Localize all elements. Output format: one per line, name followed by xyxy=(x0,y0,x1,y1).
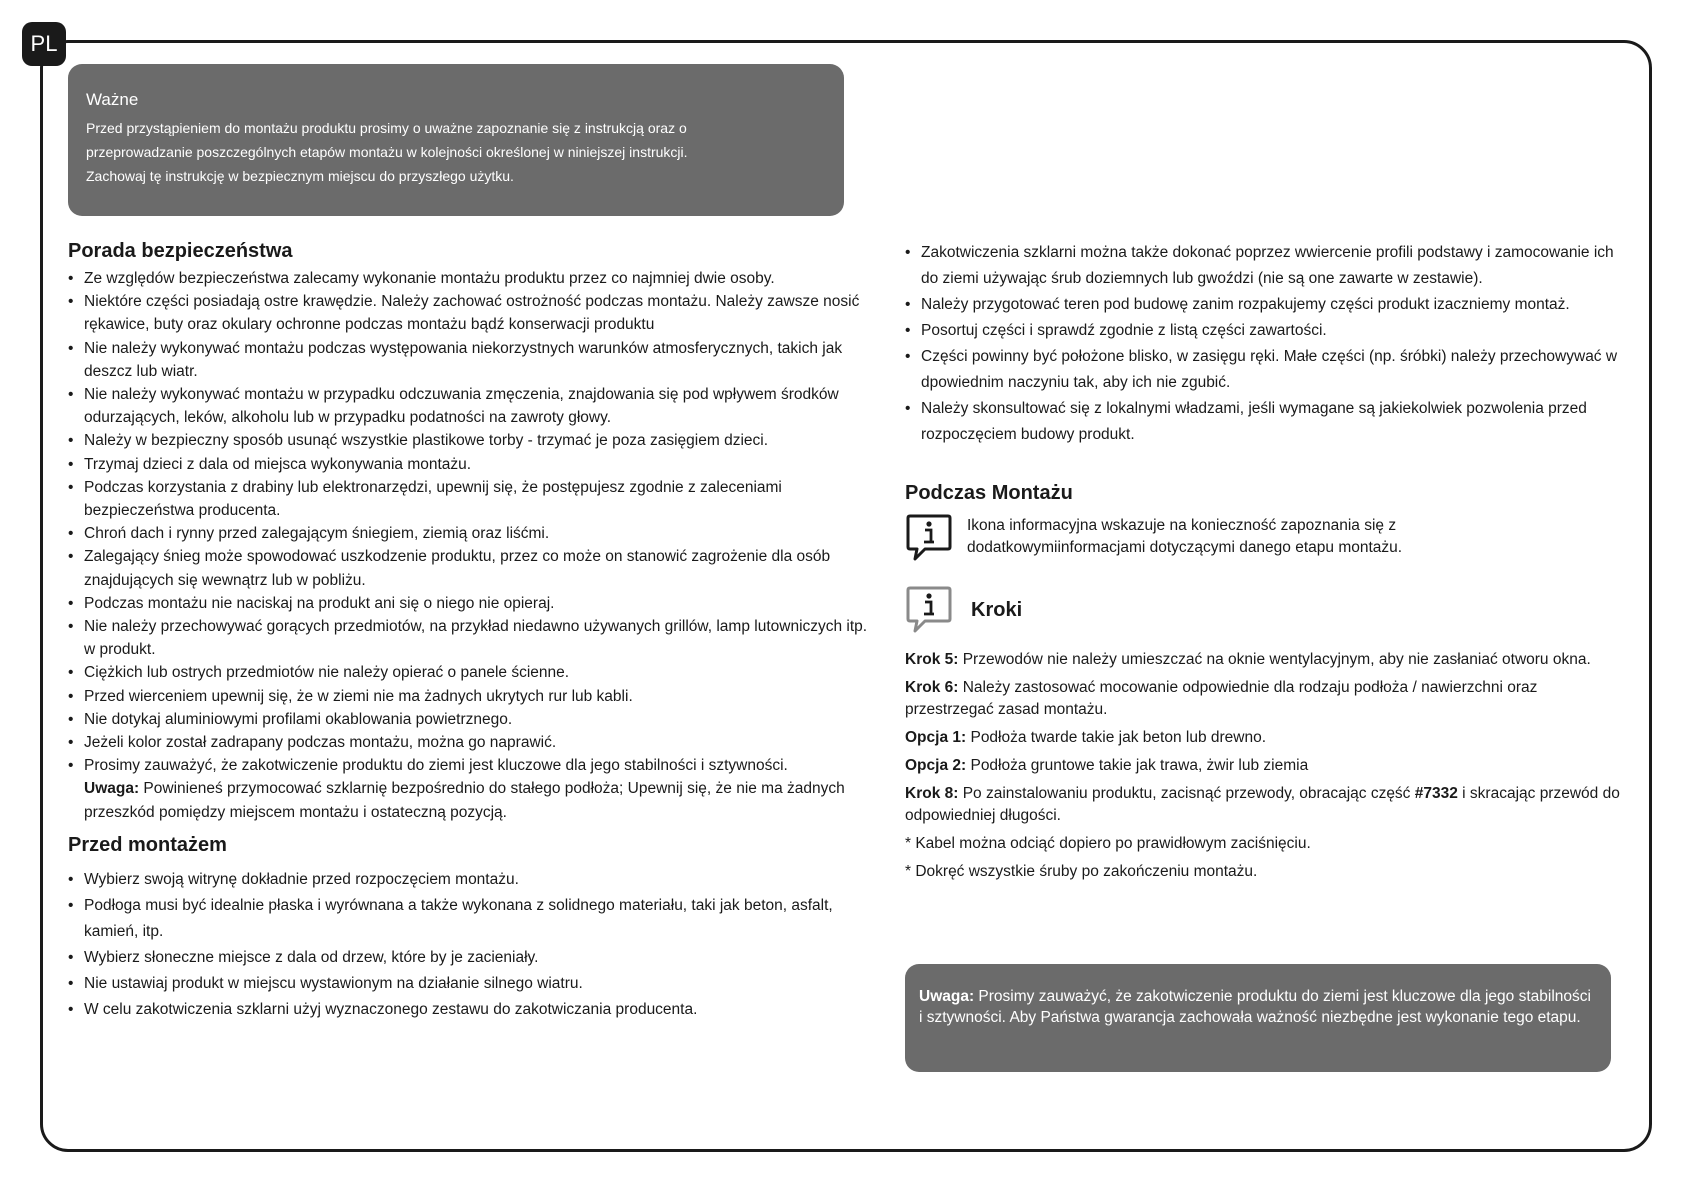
before-list xyxy=(68,867,868,1023)
list-item: • Jeżeli kolor został zadrapany podczas montażu, można go naprawić. xyxy=(68,731,868,754)
list-item: • Zakotwiczenia szklarni można także dokonać poprzez wwiercenie profili podstawy i zamocowanie ich do ziemi używając śrub doziemnych lub gwoździ (nie są one zawarte w zestawie). xyxy=(905,240,1625,292)
option-1 xyxy=(905,727,1625,749)
safety-heading: Porada bezpieczeństwa xyxy=(68,240,293,262)
list-item: • Nie należy przechowywać gorących przedmiotów, na przykład niedawno używanych grillów, lamp lutowniczych itp. w produkt. xyxy=(68,615,868,661)
option-text: Podłoża twarde takie jak beton lub drewno. xyxy=(966,729,1267,746)
list-item: • Trzymaj dzieci z dala od miejsca wykonywania montażu. xyxy=(68,453,868,476)
list-item: • Zalegający śnieg może spowodować uszkodzenie produktu, przez co może on stanowić zagrożenie dla osób znajdujących się wewnątrz lub w pobliżu. xyxy=(68,545,868,591)
list-item: • Wybierz słoneczne miejsce z dala od drzew, które by je zacieniały. xyxy=(68,945,868,971)
steps-heading: Kroki xyxy=(971,598,1023,621)
option-2 xyxy=(905,755,1625,777)
safety-note xyxy=(68,777,868,823)
list-item: • Przed wierceniem upewnij się, że w ziemi nie ma żadnych ukrytych rur lub kabli. xyxy=(68,685,868,708)
list-item: • Części powinny być położone blisko, w zasięgu ręki. Małe części (np. śróbki) należy przechowywać w dpowiednim naczyniu tak, aby ich nie zgubić. xyxy=(905,344,1625,396)
footnote: * Kabel można odciąć dopiero po prawidłowym zaciśnięciu. xyxy=(905,835,1311,852)
safety-list xyxy=(68,267,868,777)
step-6 xyxy=(905,677,1625,721)
safety-note-label: Uwaga: xyxy=(84,780,140,798)
list-item: • Ciężkich lub ostrych przedmiotów nie należy opierać o panele ścienne. xyxy=(68,661,868,684)
left-column xyxy=(68,240,868,1023)
step-label: Krok 5: xyxy=(905,651,959,668)
anchoring-note-box xyxy=(905,964,1611,1072)
list-item: • Chroń dach i rynny przed zalegającym śniegiem, ziemią oraz liśćmi. xyxy=(68,522,868,545)
info-icon xyxy=(905,513,953,563)
important-title: Ważne xyxy=(86,90,139,109)
step-text: Po zainstalowaniu produktu, zacisnąć przewody, obracając część xyxy=(958,785,1415,802)
step-text: i skracając przewód do odpowiedniej długości. xyxy=(905,785,1620,824)
list-item: • Nie należy wykonywać montażu podczas występowania niekorzystnych warunków atmosferycznych, takich jak deszcz lub wiatr. xyxy=(68,337,868,383)
list-item: • Podłoga musi być idealnie płaska i wyrównana a także wykonana z solidnego materiału, taki jak beton, asfalt, kamień, itp. xyxy=(68,893,868,945)
list-item: • Ze względów bezpieczeństwa zalecamy wykonanie montażu produktu przez co najmniej dwie osoby. xyxy=(68,267,868,290)
info-row xyxy=(905,513,1625,563)
step-5 xyxy=(905,649,1625,671)
note-text: Prosimy zauważyć, że zakotwiczenie produktu do ziemi jest kluczowe dla jego stabilności i sztywności. Aby Państwa gwarancja zachowała ważność niezbędne jest wykonanie tego etapu. xyxy=(919,988,1591,1026)
during-heading: Podczas Montażu xyxy=(905,482,1073,504)
step-8 xyxy=(905,783,1625,827)
preparation-list xyxy=(905,240,1625,448)
important-text: Przed przystąpieniem do montażu produktu prosimy o uważne zapoznanie się z instrukcją oraz o przeprowadzanie poszczególnych etapów montażu w kolejności określonej w niniejszej instrukcji. Zachowaj tę instrukcję w bezpiecznym miejscu do przyszłego użytku. xyxy=(86,120,688,184)
option-text: Podłoża gruntowe takie jak trawa, żwir lub ziemia xyxy=(966,757,1309,774)
step-label: Krok 8: xyxy=(905,785,959,802)
list-item: • Posortuj części i sprawdź zgodnie z listą części zawartości. xyxy=(905,318,1625,344)
step-label: Krok 6: xyxy=(905,679,959,696)
part-number: #7332 xyxy=(1414,785,1458,802)
steps-header xyxy=(905,585,1625,635)
list-item: • W celu zakotwiczenia szklarni użyj wyznaczonego zestawu do zakotwiczania producenta. xyxy=(68,997,868,1023)
info-icon xyxy=(905,585,953,635)
list-item: • Podczas korzystania z drabiny lub elektronarzędzi, upewnij się, że postępujesz zgodnie z zaleceniami bezpieczeństwa producenta. xyxy=(68,476,868,522)
list-item: • Należy przygotować teren pod budowę zanim rozpakujemy części produkt izaczniemy montaż. xyxy=(905,292,1625,318)
info-description: Ikona informacyjna wskazuje na konieczność zapoznania się z dodatkowymiinformacjami dotyczącymi danego etapu montażu. xyxy=(967,517,1403,556)
list-item: • Niektóre części posiadają ostre krawędzie. Należy zachować ostrożność podczas montażu. Należy zawsze nosić rękawice, buty oraz okulary ochronne podczas montażu bądź konserwacji produktu xyxy=(68,290,868,336)
list-item: • Wybierz swoją witrynę dokładnie przed rozpoczęciem montażu. xyxy=(68,867,868,893)
list-item: • Nie ustawiaj produkt w miejscu wystawionym na działanie silnego wiatru. xyxy=(68,971,868,997)
safety-note-text: Powinieneś przymocować szklarnię bezpośrednio do stałego podłoża; Upewnij się, że nie ma żadnych przeszkód pomiędzy miejscem montażu i ostateczną pozycją. xyxy=(84,780,845,821)
language-badge: PL xyxy=(22,22,66,66)
right-column xyxy=(905,240,1625,883)
note-label: Uwaga: xyxy=(919,988,975,1005)
before-heading: Przed montażem xyxy=(68,833,227,856)
option-label: Opcja 2: xyxy=(905,757,967,774)
step-text: Należy zastosować mocowanie odpowiednie dla rodzaju podłoża / nawierzchni oraz przestrzegać zasad montażu. xyxy=(905,679,1538,718)
option-label: Opcja 1: xyxy=(905,729,967,746)
list-item: • Należy w bezpieczny sposób usunąć wszystkie plastikowe torby - trzymać je poza zasięgiem dzieci. xyxy=(68,429,868,452)
footnote: * Dokręć wszystkie śruby po zakończeniu montażu. xyxy=(905,863,1258,880)
step-text: Przewodów nie należy umieszczać na oknie wentylacyjnym, aby nie zasłaniać otworu okna. xyxy=(958,651,1591,668)
important-box xyxy=(68,64,844,216)
list-item: • Podczas montażu nie naciskaj na produkt ani się o niego nie opieraj. xyxy=(68,592,868,615)
list-item: • Nie dotykaj aluminiowymi profilami okablowania powietrznego. xyxy=(68,708,868,731)
list-item: • Nie należy wykonywać montażu w przypadku odczuwania zmęczenia, znajdowania się pod wpływem środków odurzających, leków, alkoholu lub w przypadku podatności na zawroty głowy. xyxy=(68,383,868,429)
list-item: • Prosimy zauważyć, że zakotwiczenie produktu do ziemi jest kluczowe dla jego stabilności i sztywności. xyxy=(68,754,868,777)
list-item: • Należy skonsultować się z lokalnymi władzami, jeśli wymagane są jakiekolwiek pozwolenia przed rozpoczęciem budowy produkt. xyxy=(905,396,1625,448)
